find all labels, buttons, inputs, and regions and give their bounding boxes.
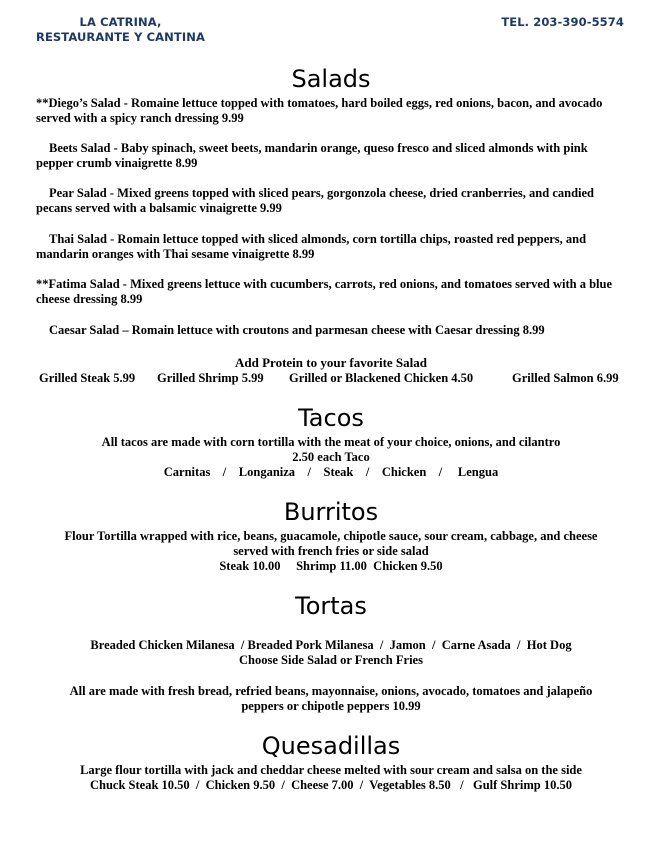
quesadillas-title: Quesadillas	[261, 732, 401, 760]
protein-chicken: Grilled or Blackened Chicken 4.50	[289, 371, 474, 385]
salad-item-beets: Beets Salad - Baby spinach, sweet beets, mandarin orange, queso fresco and sliced almonds with pink pepper crumb vinaigrette 8.99	[36, 141, 588, 170]
quesadillas-prices: Chuck Steak 10.50 / Chicken 9.50 / Cheese 7.00 / Vegetables 8.50 / Gulf Shrimp 10.50	[90, 778, 572, 792]
tacos-price: 2.50 each Taco	[292, 450, 370, 464]
tortas-description: All are made with fresh bread, refried beans, mayonnaise, onions, avocado, tomatoes and jalapeño	[69, 684, 593, 698]
quesadillas-description: Large flour tortilla with jack and cheddar cheese melted with sour cream and salsa on the side	[80, 763, 582, 777]
protein-shrimp: Grilled Shrimp 5.99	[157, 371, 264, 385]
tortas-sides: Choose Side Salad or French Fries	[239, 653, 423, 667]
protein-steak: Grilled Steak 5.99	[39, 371, 136, 385]
restaurant-name	[36, 15, 205, 45]
salad-item-diego: **Diego’s Salad - Romaine lettuce topped with tomatoes, hard boiled eggs, red onions, bacon, and avocado served with a spicy ranch dressing 9.99	[36, 96, 603, 125]
tacos-title: Tacos	[298, 404, 364, 432]
burritos-prices: Steak 10.00 Shrimp 11.00 Chicken 9.50	[219, 559, 443, 573]
tortas-options: Breaded Chicken Milanesa / Breaded Pork Milanesa / Jamon / Carne Asada / Hot Dog	[90, 638, 572, 652]
salad-item-pear: Pear Salad - Mixed greens topped with sliced pears, gorgonzola cheese, dried cranberries, and candied pecans served with a balsamic vinaigrette 9.99	[36, 186, 594, 215]
tortas-price: peppers or chipotle peppers 10.99	[241, 699, 421, 713]
tacos-description: All tacos are made with corn tortilla with the meat of your choice, onions, and cilantro	[101, 435, 561, 449]
burritos-title: Burritos	[283, 498, 379, 526]
salad-item-fatima: **Fatima Salad - Mixed greens lettuce with cucumbers, carrots, red onions, and tomatoes served with a blue cheese dressing 8.99	[36, 277, 613, 306]
tacos-meats: Carnitas / Longaniza / Steak / Chicken / Lengua	[163, 465, 499, 479]
salad-item-caesar: Caesar Salad – Romain lettuce with croutons and parmesan cheese with Caesar dressing 8.99	[49, 323, 545, 337]
restaurant-name-line2: RESTAURANTE Y CANTINA	[36, 30, 205, 44]
restaurant-name-line1: LA CATRINA,	[79, 15, 162, 29]
burritos-description: Flour Tortilla wrapped with rice, beans, guacamole, chipotle sauce, sour cream, cabbage, and cheese	[64, 529, 598, 543]
protein-salmon: Grilled Salmon 6.99	[512, 371, 619, 385]
restaurant-phone: TEL. 203-390-5574	[501, 15, 624, 29]
salad-item-thai: Thai Salad - Romain lettuce topped with sliced almonds, corn tortilla chips, roasted red peppers, and mandarin oranges with Thai sesame vinaigrette 8.99	[36, 232, 587, 261]
protein-heading: Add Protein to your favorite Salad	[235, 355, 427, 370]
tortas-title: Tortas	[295, 592, 367, 620]
salads-title: Salads	[291, 65, 371, 93]
burritos-sides: served with french fries or side salad	[233, 544, 429, 558]
